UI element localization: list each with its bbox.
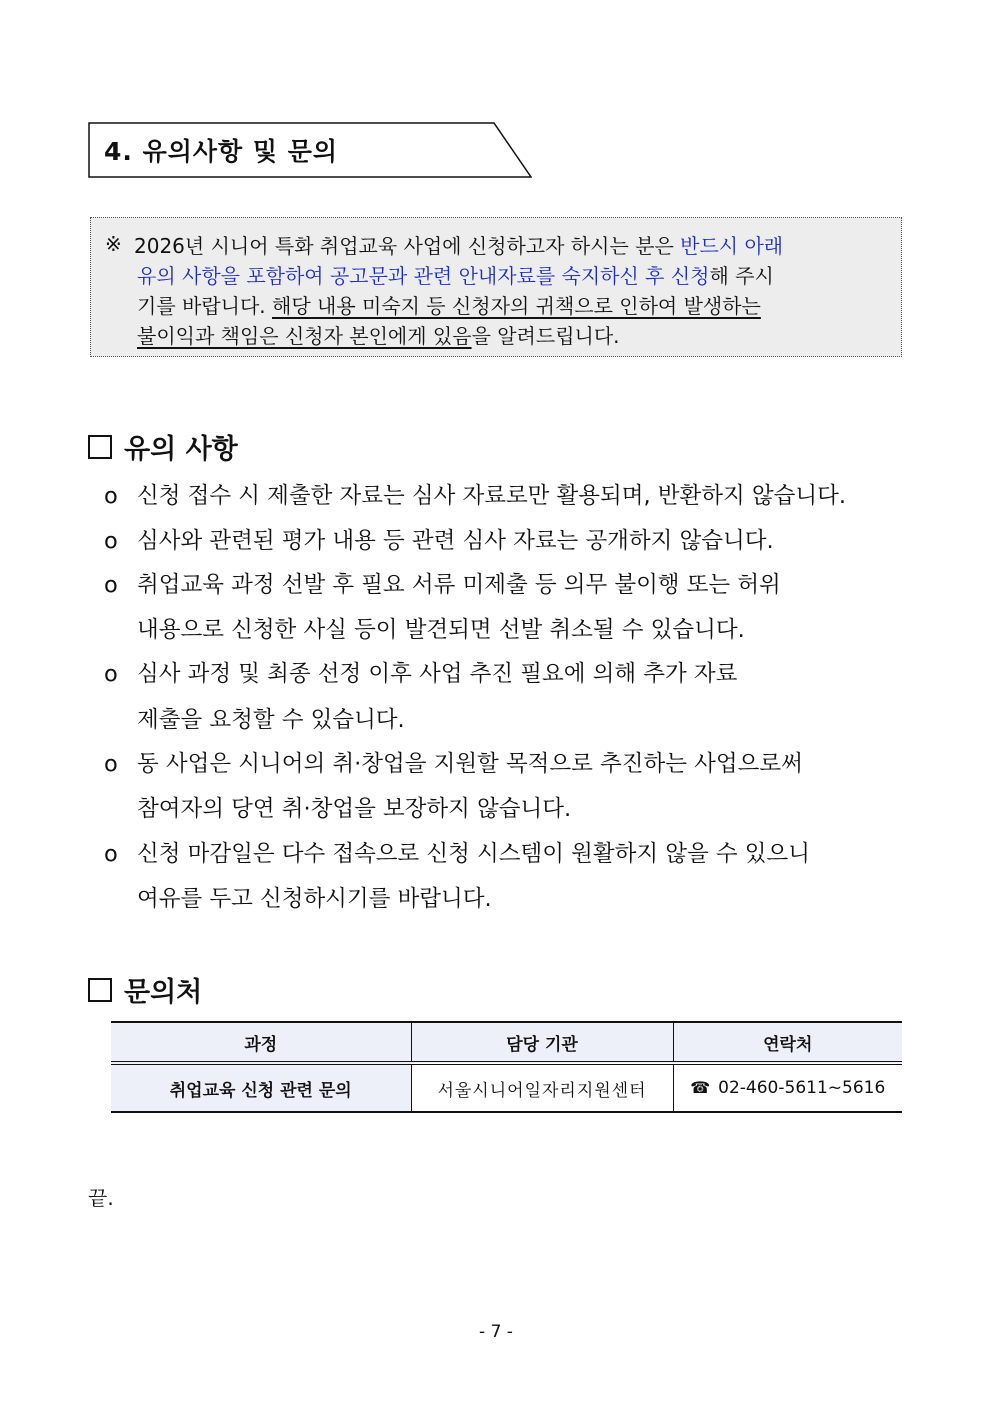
caution-item-4-cont: 제출을 요청할 수 있습니다. xyxy=(137,707,405,733)
end-mark: 끝. xyxy=(88,1186,114,1210)
caution-item-5: ο 동 사업은 시니어의 취·창업을 지원할 목적으로 추진하는 사업으로써 xyxy=(104,751,803,777)
cell-course: 취업교육 신청 관련 문의 xyxy=(111,1063,411,1112)
caution-item-6-cont: 여유를 두고 신청하시기를 바랍니다. xyxy=(137,886,492,912)
notice-box xyxy=(90,217,902,357)
header-contact: 연락처 xyxy=(673,1022,902,1063)
telephone-icon: ☎ xyxy=(690,1078,711,1097)
header-organization: 담당 기관 xyxy=(411,1022,673,1063)
bullet-mark: ο xyxy=(104,661,118,687)
page-number: - 7 - xyxy=(479,1322,513,1342)
header-course: 과정 xyxy=(111,1022,411,1063)
bullet-mark: ο xyxy=(104,483,118,509)
checkbox-square-icon xyxy=(88,435,112,459)
table-row xyxy=(111,1063,902,1112)
caution-item-3-cont: 내용으로 신청한 사실 등이 발견되면 선발 취소될 수 있습니다. xyxy=(137,617,745,643)
table-header-row xyxy=(111,1022,902,1063)
phone-number: 02-460-5611~5616 xyxy=(718,1078,886,1098)
checkbox-square-icon xyxy=(88,978,112,1002)
caution-heading: 유의 사항 xyxy=(88,427,238,466)
bullet-mark: ο xyxy=(104,572,118,598)
cell-organization: 서울시니어일자리지원센터 xyxy=(411,1063,673,1112)
contact-table xyxy=(111,1021,902,1113)
caution-item-6: ο 신청 마감일은 다수 접속으로 신청 시스템이 원활하지 않을 수 있으니 xyxy=(104,841,810,867)
notice-line-4: 불이익과 책임은 신청자 본인에게 있음을 알려드립니다. xyxy=(137,324,620,348)
bullet-mark: ο xyxy=(104,528,118,554)
bullet-mark: ο xyxy=(104,751,118,777)
caution-item-3: ο 취업교육 과정 선발 후 필요 서류 미제출 등 의무 불이행 또는 허위 xyxy=(104,572,781,598)
caution-item-2: ο 심사와 관련된 평가 내용 등 관련 심사 자료는 공개하지 않습니다. xyxy=(104,528,774,554)
caution-item-5-cont: 참여자의 당연 취·창업을 보장하지 않습니다. xyxy=(137,796,572,822)
notice-line-2: 유의 사항을 포함하여 공고문과 관련 안내자료를 숙지하신 후 신청해 주시 xyxy=(137,264,774,288)
notice-line-3: 기를 바랍니다. 해당 내용 미숙지 등 신청자의 귀책으로 인하여 발생하는 xyxy=(137,294,761,318)
reference-mark: ※ xyxy=(105,232,122,256)
cell-phone xyxy=(673,1063,902,1112)
caution-item-1: ο 신청 접수 시 제출한 자료는 심사 자료로만 활용되며, 반환하지 않습니다. xyxy=(104,483,846,509)
contact-heading: 문의처 xyxy=(88,970,202,1009)
bullet-mark: ο xyxy=(104,841,118,867)
caution-item-4: ο 심사 과정 및 최종 선정 이후 사업 추진 필요에 의해 추가 자료 xyxy=(104,661,738,687)
section-title: 4. 유의사항 및 문의 xyxy=(104,137,339,166)
notice-line-1: 2026년 시니어 특화 취업교육 사업에 신청하고자 하시는 분은 반드시 아래 xyxy=(134,234,784,258)
